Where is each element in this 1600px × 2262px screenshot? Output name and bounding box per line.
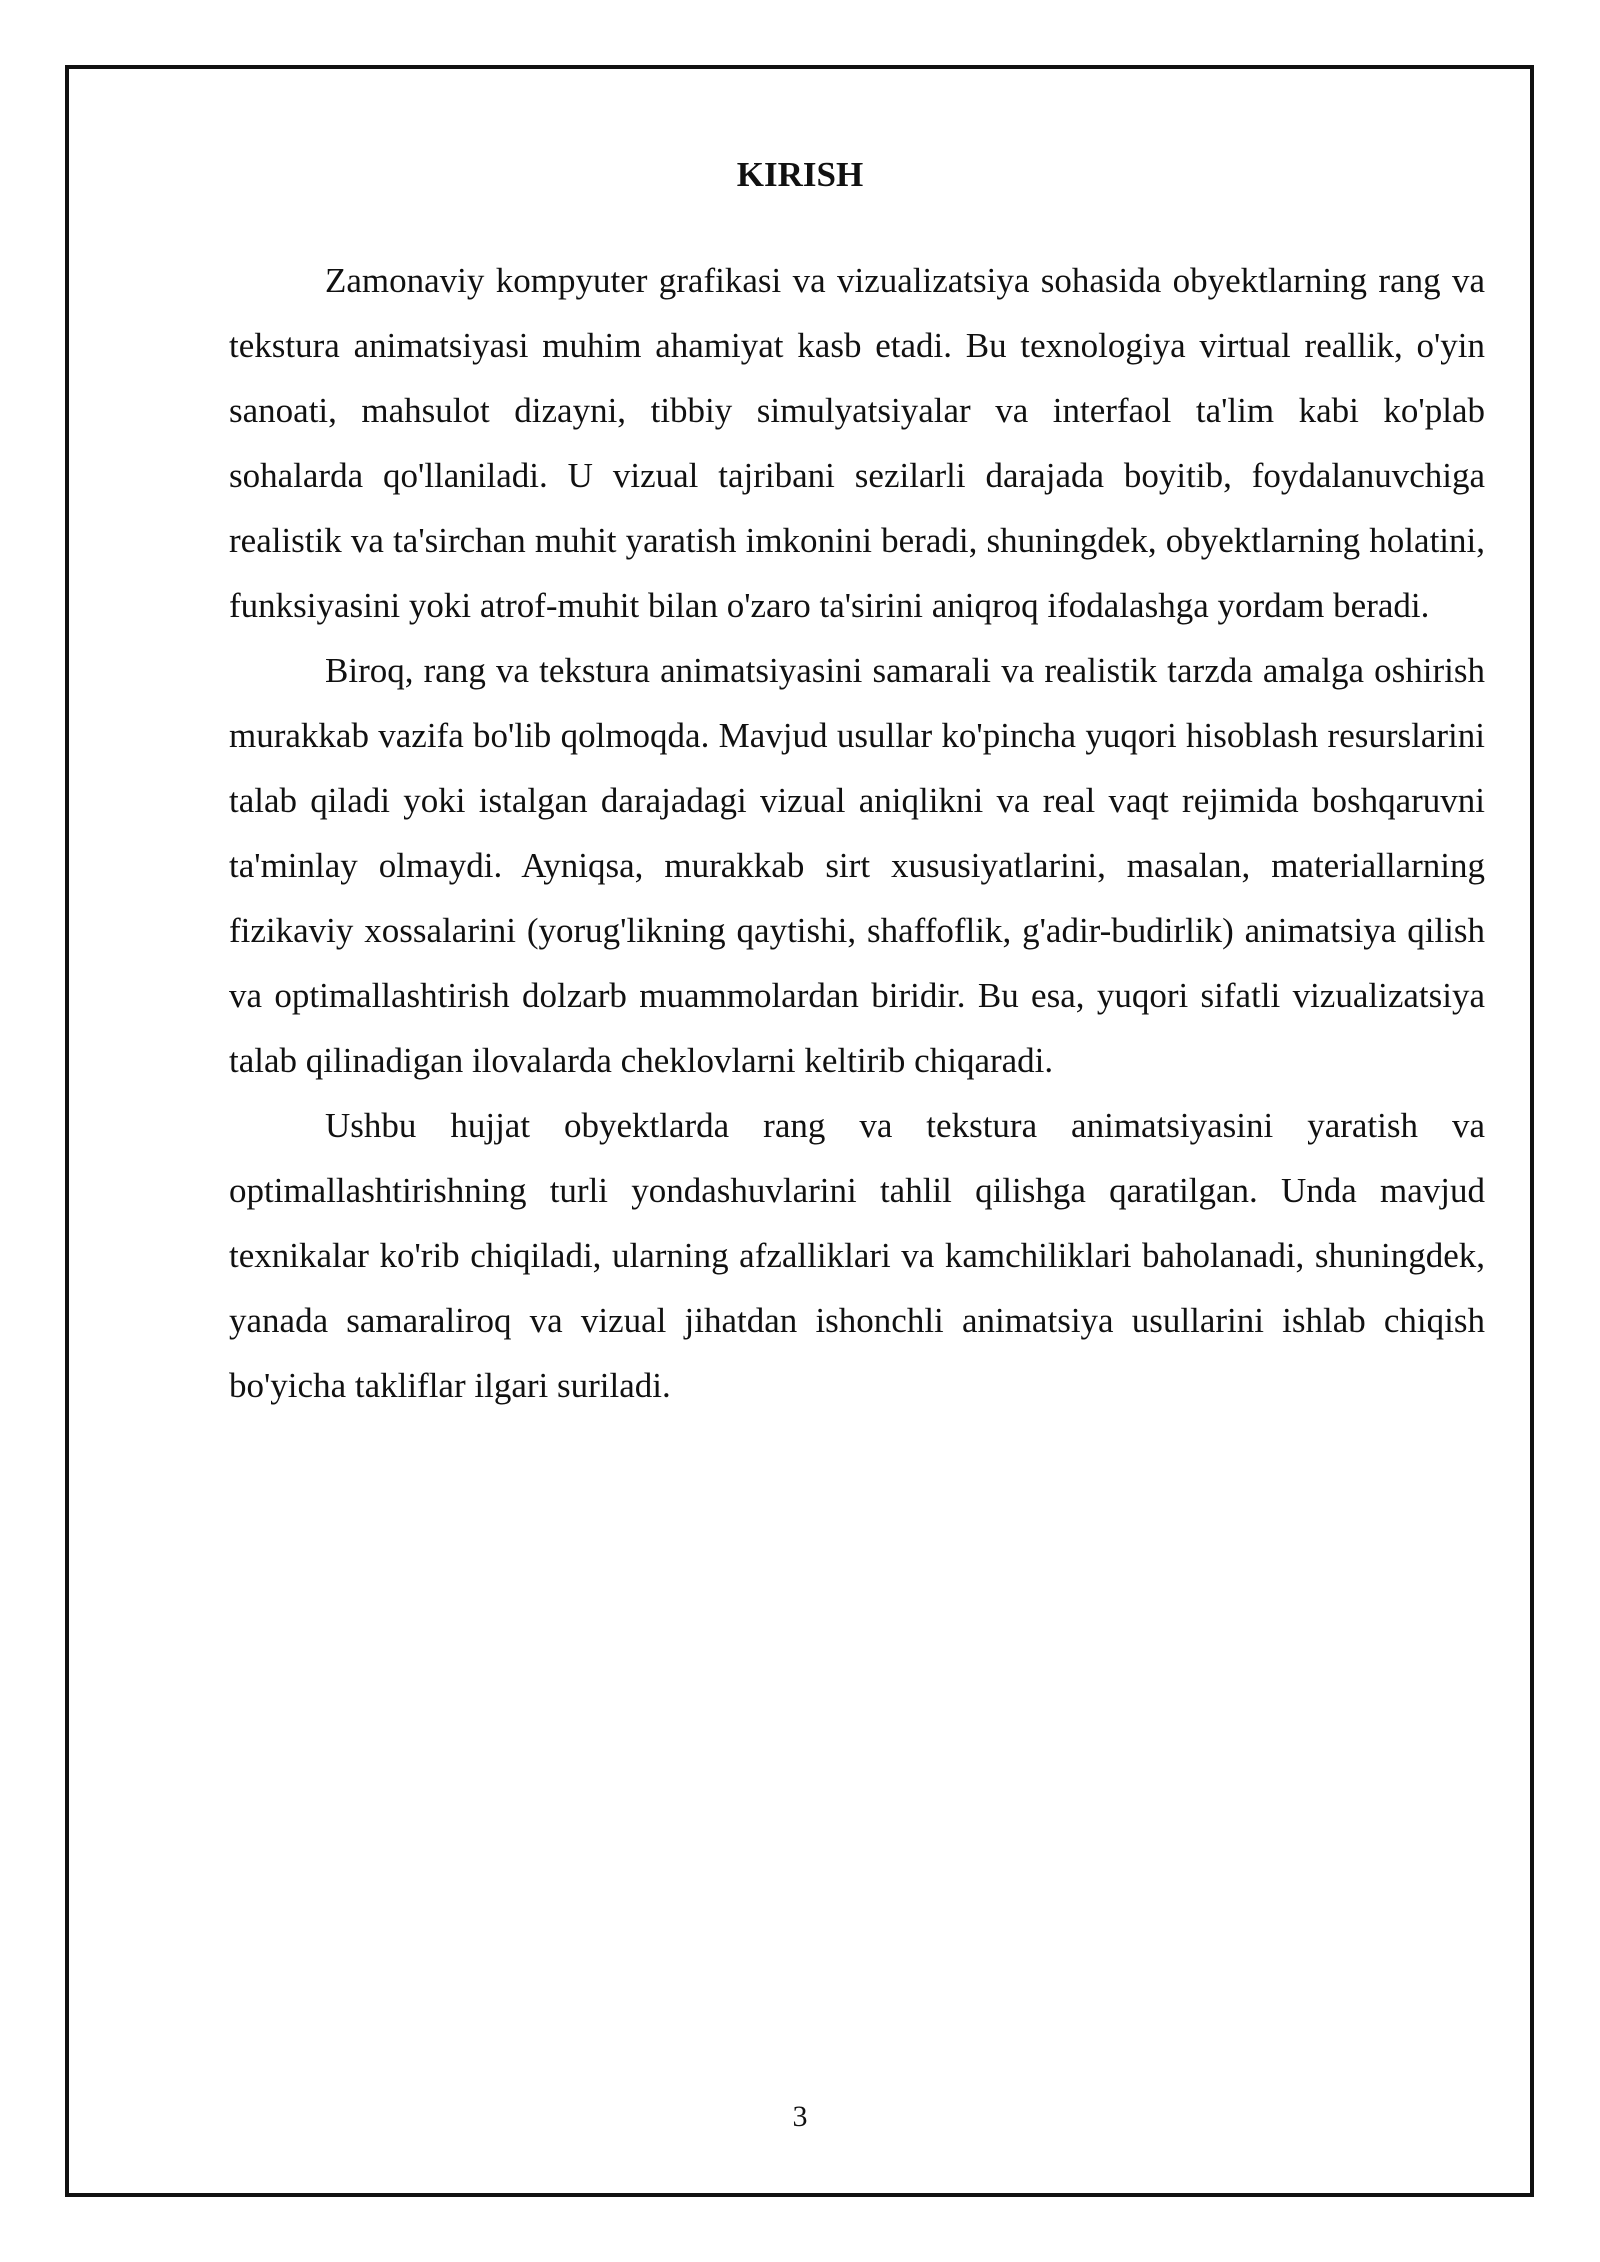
body-text — [229, 248, 1485, 1418]
page-title: KIRISH — [736, 155, 864, 194]
page-number: 3 — [792, 2100, 808, 2133]
paragraph-2: Biroq, rang va tekstura animatsiyasini samarali va realistik tarzda amalga oshirish murakkab vazifa bo'lib qolmoqda. Mavjud usullar ko'pincha yuqori hisoblash resurslarini talab qiladi yoki istalgan darajadagi vizual aniqlikni va real vaqt rejimida boshqaruvni ta'minlay olmaydi. Ayniqsa, murakkab sirt xususiyatlarini, masalan, materiallarning fizikaviy xossalarini (yorug'likning qaytishi, shaffoflik, g'adir-budirlik) animatsiya qilish va optimallashtirish dolzarb muammolardan biridir. Bu esa, yuqori sifatli vizualizatsiya talab qilinadigan ilovalarda cheklovlarni keltirib chiqaradi. — [229, 651, 1485, 1080]
paragraph-3: Ushbu hujjat obyektlarda rang va tekstura animatsiyasini yaratish va optimallashtirishning turli yondashuvlarini tahlil qilishga qaratilgan. Unda mavjud texnikalar ko'rib chiqiladi, ularning afzalliklari va kamchiliklari baholanadi, shuningdek, yanada samaraliroq va vizual jihatdan ishonchli animatsiya usullarini ishlab chiqish bo'yicha takliflar ilgari suriladi. — [229, 1106, 1485, 1405]
paragraph-1: Zamonaviy kompyuter grafikasi va vizualizatsiya sohasida obyektlarning rang va tekstura animatsiyasi muhim ahamiyat kasb etadi. Bu texnologiya virtual reallik, o'yin sanoati, mahsulot dizayni, tibbiy simulyatsiyalar va interfaol ta'lim kabi ko'plab sohalarda qo'llaniladi. U vizual tajribani sezilarli darajada boyitib, foydalanuvchiga realistik va ta'sirchan muhit yaratish imkonini beradi, shuningdek, obyektlarning holatini, funksiyasini yoki atrof-muhit bilan o'zaro ta'sirini aniqroq ifodalashga yordam beradi. — [229, 261, 1485, 625]
